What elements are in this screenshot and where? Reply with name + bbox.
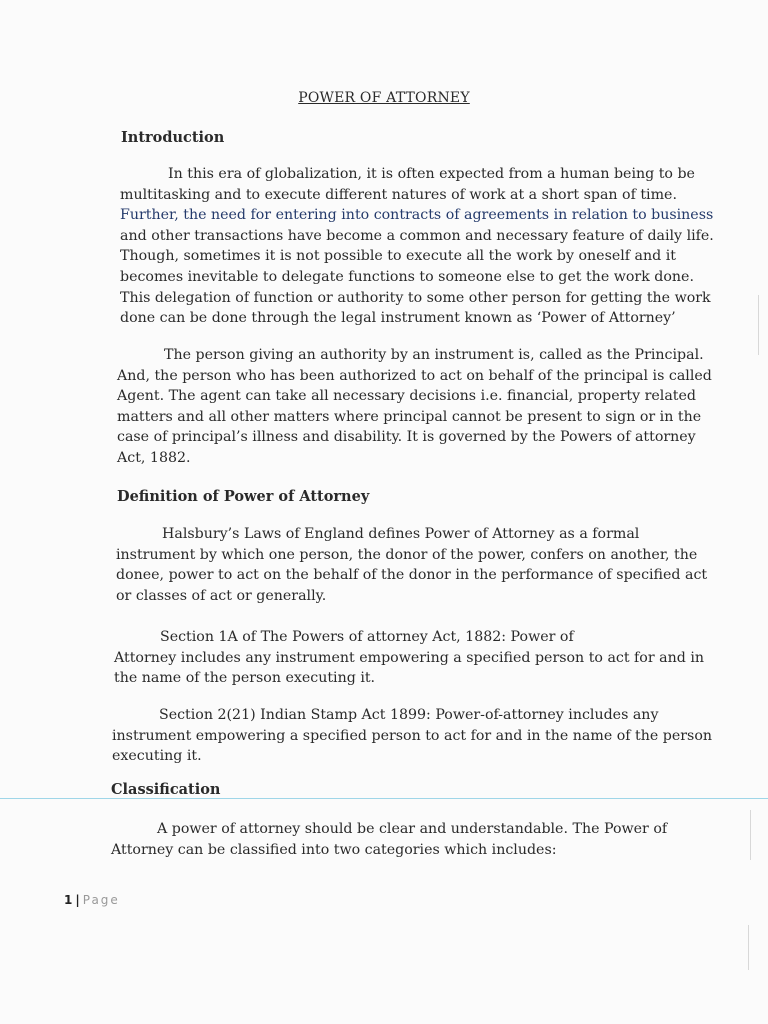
- text-line: A power of attorney should be clear and understandable. The Power of: [157, 821, 668, 837]
- page-number: 1: [64, 893, 73, 907]
- text-line: Section 1A of The Powers of attorney Act, 1882: Power of: [160, 629, 574, 645]
- heading-definition: Definition of Power of Attorney: [117, 488, 370, 505]
- text-line: Section 2(21) Indian Stamp Act 1899: Power-of-attorney includes any: [159, 707, 659, 723]
- text-line: matters and all other matters where principal cannot be present to sign or in the: [117, 408, 702, 425]
- text-line: done can be done through the legal instrument known as ‘Power of Attorney’: [120, 310, 676, 327]
- text-line: Agent. The agent can take all necessary decisions i.e. financial, property related: [117, 388, 696, 405]
- classification-paragraph-1: [111, 819, 671, 860]
- definition-paragraph-1: [116, 524, 708, 606]
- text-line: donee, power to act on the behalf of the donor in the performance of specified act: [116, 567, 708, 584]
- heading-introduction: Introduction: [121, 129, 225, 146]
- text-line: multitasking and to execute different natures of work at a short span of time.: [120, 186, 677, 203]
- definition-paragraph-3: [112, 705, 713, 767]
- text-line: executing it.: [112, 748, 202, 765]
- text-line: Further, the need for entering into contracts of agreements in relation to business: [120, 207, 714, 224]
- text-line: the name of the person executing it.: [114, 670, 376, 687]
- intro-paragraph-2: [117, 345, 712, 469]
- footer-separator: |: [75, 893, 80, 907]
- page-title: POWER OF ATTORNEY: [298, 90, 470, 106]
- scan-guide-line: [0, 798, 768, 799]
- page-footer: [64, 893, 120, 907]
- text-line: instrument by which one person, the donor of the power, confers on another, the: [116, 546, 698, 563]
- scan-artifact: [758, 295, 759, 355]
- text-line: or classes of act or generally.: [116, 587, 327, 604]
- page-label: Page: [82, 893, 120, 907]
- intro-paragraph-1: [120, 164, 714, 329]
- definition-paragraph-2: [114, 627, 705, 689]
- text-line: The person giving an authority by an instrument is, called as the Principal.: [164, 347, 704, 363]
- text-line: Act, 1882.: [117, 449, 191, 466]
- text-line: In this era of globalization, it is often expected from a human being to be: [168, 166, 695, 182]
- text-line: and other transactions have become a common and necessary feature of daily life.: [120, 227, 714, 244]
- text-line: becomes inevitable to delegate functions to someone else to get the work done.: [120, 268, 694, 285]
- text-line: case of principal’s illness and disability. It is governed by the Powers of attorney: [117, 429, 696, 446]
- text-line: Halsbury’s Laws of England defines Power of Attorney as a formal: [162, 526, 640, 542]
- text-line: Attorney can be classified into two categories which includes:: [111, 841, 557, 858]
- text-line: Though, sometimes it is not possible to execute all the work by oneself and it: [120, 248, 676, 265]
- heading-classification: Classification: [111, 781, 221, 798]
- scan-artifact: [750, 810, 751, 860]
- text-line: Attorney includes any instrument empowering a specified person to act for and in: [114, 649, 705, 666]
- text-line: This delegation of function or authority to some other person for getting the work: [120, 289, 711, 306]
- scan-artifact: [748, 925, 749, 970]
- text-line: instrument empowering a specified person to act for and in the name of the person: [112, 727, 713, 744]
- text-line: And, the person who has been authorized to act on behalf of the principal is called: [117, 367, 712, 384]
